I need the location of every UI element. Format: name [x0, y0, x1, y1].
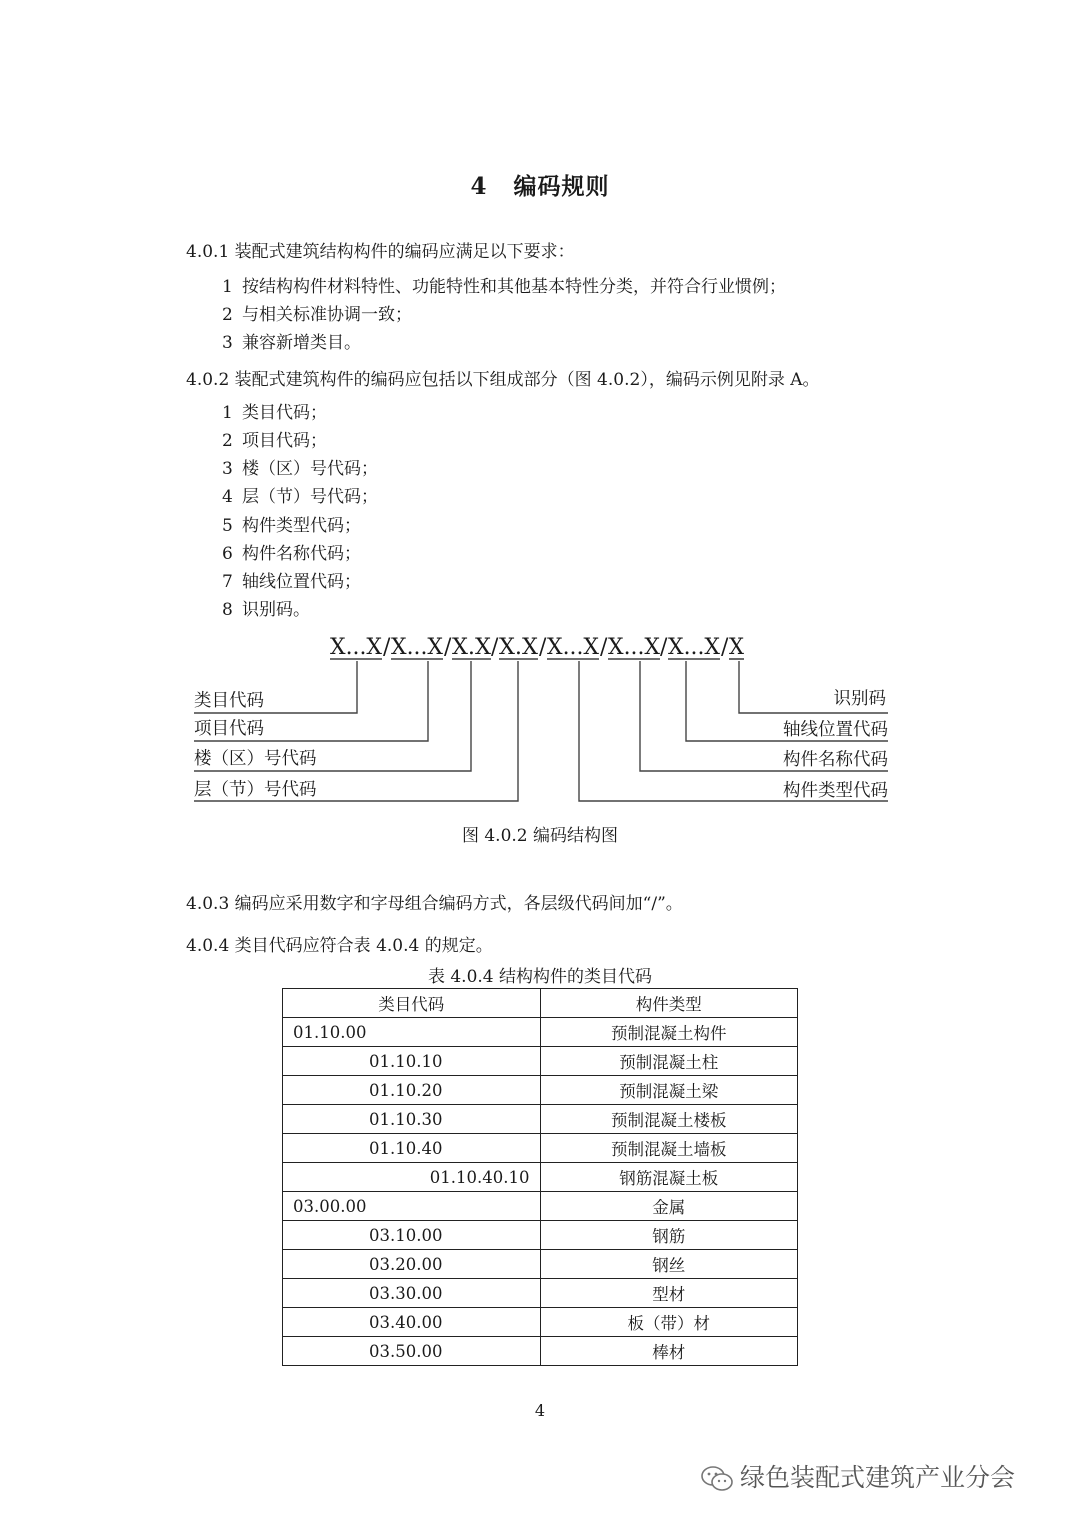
clause-404: 4.0.4 类目代码应符合表 4.0.4 的规定。	[186, 936, 493, 956]
table-header-row	[283, 989, 798, 1018]
label-axis-code: 轴线位置代码	[783, 720, 888, 740]
code-part-5: X...X	[547, 635, 600, 660]
label-component-type-code: 构件类型代码	[783, 781, 888, 801]
type-cell: 钢筋	[540, 1221, 798, 1250]
table-row	[283, 1279, 798, 1308]
watermark	[700, 1458, 1015, 1494]
list-item: 3 楼（区）号代码；	[222, 459, 378, 479]
label-category-code: 类目代码	[194, 691, 264, 711]
list-item: 7 轴线位置代码；	[222, 572, 361, 592]
type-cell: 预制混凝土柱	[540, 1047, 798, 1076]
code-cell: 03.10.00	[283, 1221, 541, 1250]
table-row	[283, 1134, 798, 1163]
list-item: 2 项目代码；	[222, 431, 327, 451]
code-cell: 03.00.00	[283, 1192, 541, 1221]
list-item: 5 构件类型代码；	[222, 516, 361, 536]
type-cell: 预制混凝土构件	[540, 1018, 798, 1047]
table-row	[283, 1163, 798, 1192]
code-cell: 01.10.30	[283, 1105, 541, 1134]
code-cell: 03.40.00	[283, 1308, 541, 1337]
list-item: 4 层（节）号代码；	[222, 487, 378, 507]
table-row	[283, 1221, 798, 1250]
header-component-type: 构件类型	[540, 989, 798, 1018]
section-heading	[0, 168, 1080, 201]
section-number: 4	[470, 173, 488, 200]
code-sep: /	[383, 635, 391, 660]
code-part-8: X	[729, 635, 745, 660]
table-row	[283, 1076, 798, 1105]
type-cell: 型材	[540, 1279, 798, 1308]
wechat-icon	[700, 1465, 734, 1493]
list-item: 8 识别码。	[222, 600, 310, 620]
code-sep: /	[444, 635, 452, 660]
list-item: 6 构件名称代码；	[222, 544, 361, 564]
table-row	[283, 1047, 798, 1076]
code-cell: 01.10.40.10	[283, 1163, 541, 1192]
clause-403: 4.0.3 编码应采用数字和字母组合编码方式，各层级代码间加“/”。	[186, 894, 683, 914]
code-cell: 03.20.00	[283, 1250, 541, 1279]
figure-caption: 图 4.0.2 编码结构图	[461, 826, 619, 846]
code-sep: /	[660, 635, 668, 660]
code-cell: 03.30.00	[283, 1279, 541, 1308]
label-identifier-code: 识别码	[833, 689, 886, 709]
table-row	[283, 1018, 798, 1047]
type-cell: 钢丝	[540, 1250, 798, 1279]
list-item: 2 与相关标准协调一致；	[222, 305, 412, 325]
code-part-6: X...X	[608, 635, 661, 660]
type-cell: 预制混凝土楼板	[540, 1105, 798, 1134]
code-sep: /	[491, 635, 499, 660]
header-category-code: 类目代码	[283, 989, 541, 1018]
table-row	[283, 1337, 798, 1366]
table-row	[283, 1105, 798, 1134]
table-title: 表 4.0.4 结构构件的类目代码	[427, 967, 653, 987]
clause-401: 4.0.1 装配式建筑结构构件的编码应满足以下要求：	[186, 242, 575, 262]
type-cell: 预制混凝土梁	[540, 1076, 798, 1105]
table-row	[283, 1308, 798, 1337]
code-structure-diagram	[186, 628, 896, 808]
label-component-name-code: 构件名称代码	[783, 750, 888, 770]
code-part-1: X...X	[330, 635, 383, 660]
table-row	[283, 1250, 798, 1279]
code-cell: 01.10.40	[283, 1134, 541, 1163]
page-number: 4	[534, 1401, 546, 1420]
code-cell: 01.10.00	[283, 1018, 541, 1047]
code-sep: /	[600, 635, 608, 660]
type-cell: 棒材	[540, 1337, 798, 1366]
code-part-3: X.X	[452, 635, 492, 660]
clause-402: 4.0.2 装配式建筑构件的编码应包括以下组成部分（图 4.0.2），编码示例见附录 A。	[186, 370, 820, 390]
list-item: 3 兼容新增类目。	[222, 333, 361, 353]
list-item: 1 类目代码；	[222, 403, 327, 423]
category-code-table	[282, 988, 798, 1366]
code-sep: /	[721, 635, 729, 660]
type-cell: 金属	[540, 1192, 798, 1221]
code-part-2: X...X	[391, 635, 444, 660]
code-string	[330, 635, 744, 660]
code-cell: 03.50.00	[283, 1337, 541, 1366]
label-building-code: 楼（区）号代码	[194, 749, 317, 769]
label-floor-code: 层（节）号代码	[194, 780, 317, 800]
code-part-4: X.X	[499, 635, 539, 660]
type-cell: 预制混凝土墙板	[540, 1134, 798, 1163]
code-cell: 01.10.10	[283, 1047, 541, 1076]
type-cell: 钢筋混凝土板	[540, 1163, 798, 1192]
list-item: 1 按结构构件材料特性、功能特性和其他基本特性分类，并符合行业惯例；	[222, 277, 786, 297]
code-part-7: X...X	[668, 635, 721, 660]
code-sep: /	[539, 635, 547, 660]
table-row	[283, 1192, 798, 1221]
code-cell: 01.10.20	[283, 1076, 541, 1105]
type-cell: 板（带）材	[540, 1308, 798, 1337]
section-title: 编码规则	[513, 173, 610, 200]
label-project-code: 项目代码	[194, 719, 264, 739]
watermark-text: 绿色装配式建筑产业分会	[740, 1463, 1016, 1492]
